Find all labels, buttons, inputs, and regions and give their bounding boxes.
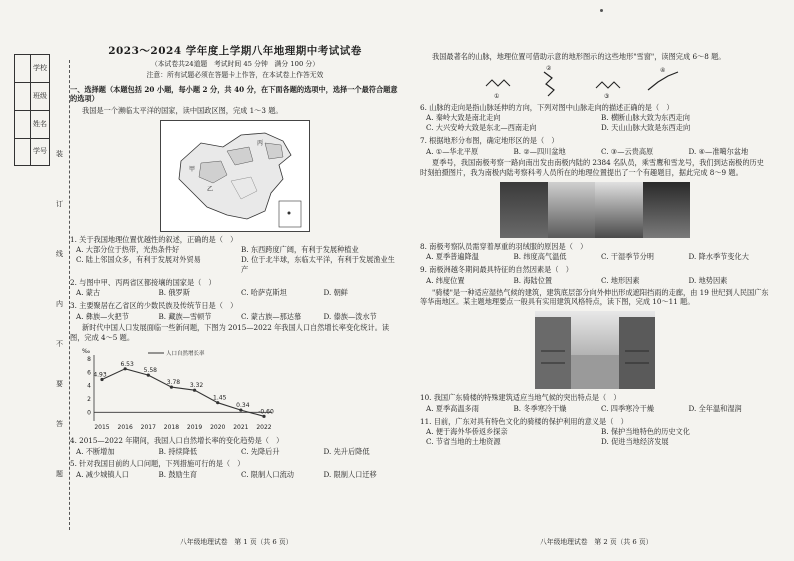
- question-intro: 我国是一个濒临太平洋的国家，读中国政区图，完成 1～3 题。: [82, 105, 283, 115]
- y-axis-unit: ‰: [82, 347, 91, 355]
- data-label: 0.34: [236, 401, 250, 409]
- question-6: 6. 山脉的走向是指山脉延伸的方向，下列对图中山脉走向的描述正确的是（ ）: [420, 102, 674, 112]
- option-b[interactable]: B. 海陆位置: [513, 275, 553, 285]
- photo-panel-4: [643, 182, 691, 238]
- x-tick-label: 2020: [210, 423, 226, 431]
- school-row: [14, 54, 50, 82]
- option-b[interactable]: B. 俄罗斯: [158, 288, 190, 298]
- question-7-options: [420, 147, 770, 157]
- question-8-options: [420, 252, 770, 262]
- fig-label-1: ①: [494, 92, 500, 100]
- class-row: [14, 82, 50, 110]
- question-4-options: [70, 447, 400, 457]
- question-11: 11. 目前，广东对具有特色文化的骑楼的保护利用的意义是（ ）: [420, 416, 628, 426]
- option-b[interactable]: B. 冬季寒冷干燥: [513, 403, 567, 413]
- question-11-options: [420, 427, 770, 446]
- option-d[interactable]: D. 朝鲜: [323, 288, 348, 298]
- map-label-jia: 甲: [189, 165, 196, 173]
- option-b[interactable]: B. 东西跨度广阔，有利于发展种植业: [241, 245, 359, 255]
- option-d[interactable]: D. 先升后降低: [323, 446, 370, 456]
- data-label: 3.78: [166, 378, 181, 386]
- option-d[interactable]: D. 全年温和湿润: [688, 403, 742, 413]
- right-page: [420, 50, 770, 447]
- left-page-footer: 八年级地理试卷 第 1 页（共 6 页）: [180, 538, 293, 546]
- chart-marks: [93, 361, 274, 418]
- option-a[interactable]: A. 蒙古: [76, 288, 101, 298]
- option-c[interactable]: C. 限制人口流动: [241, 470, 294, 480]
- option-a[interactable]: A. 夏季普遍降温: [426, 252, 479, 262]
- y-tick-label: 4: [87, 382, 91, 390]
- question-10-options: [420, 404, 770, 414]
- student-id-row: [14, 138, 50, 166]
- fig-label-3: ③: [604, 92, 610, 100]
- option-b[interactable]: B. 持续降低: [158, 446, 198, 456]
- option-c[interactable]: C. 节省当地的土地资源: [426, 436, 501, 446]
- x-tick-label: 2021: [233, 423, 249, 431]
- photo-panel-2: [548, 182, 596, 238]
- option-a[interactable]: A. ①—华北平原: [426, 146, 479, 156]
- option-b[interactable]: B. ②—四川盆地: [513, 146, 566, 156]
- data-label: -0.60: [258, 408, 274, 416]
- school-label: 学 校: [33, 63, 47, 72]
- question-10: 10. 我国广东骑楼的特殊建筑适应当地气候的突出特点是（ ）: [420, 393, 621, 403]
- expedition-photo: [500, 182, 690, 238]
- option-c[interactable]: C. 蒙古族—那达慕: [241, 311, 302, 321]
- y-tick-label: 8: [87, 355, 91, 363]
- china-political-map: [160, 120, 310, 232]
- option-c[interactable]: C. 干湿季节分明: [601, 252, 654, 262]
- data-label: 6.53: [120, 360, 134, 368]
- question-7: 7. 根据地形分布图，确定地形区的是（ ）: [420, 135, 559, 145]
- y-tick-label: 6: [87, 369, 91, 377]
- margin-char: 不: [56, 340, 63, 348]
- option-d[interactable]: D. 天山山脉大致是东西走向: [601, 123, 691, 133]
- margin-char: 答: [56, 420, 63, 428]
- option-d[interactable]: D. 促进当地经济发展: [601, 436, 669, 446]
- y-tick-label: 0: [87, 409, 91, 417]
- student-info-boxes: [14, 54, 50, 166]
- margin-char: 线: [56, 250, 63, 258]
- option-b[interactable]: B. 藏族—雪顿节: [158, 311, 212, 321]
- legend-text: 人口自然增长率: [166, 350, 205, 357]
- map-label-bing: 丙: [257, 139, 264, 147]
- data-label: 3.32: [189, 382, 204, 390]
- question-1-options: [70, 245, 400, 274]
- exam-title: 2023～2024 学年度上学期八年地理期中考试试卷: [108, 45, 362, 57]
- margin-char: 内: [56, 300, 63, 308]
- option-d[interactable]: D. 位于北半球，东临太平洋，有利于发展渔业生产: [241, 255, 395, 274]
- option-d[interactable]: D. 傣族—泼水节: [323, 311, 377, 321]
- photo-panel-1: [500, 182, 548, 238]
- qilou-street-photo: [535, 311, 655, 389]
- option-c[interactable]: C. 大兴安岭大致是东北—西南走向: [426, 123, 537, 133]
- section-heading: 一、选择题（本题包括 20 小题，每小题 2 分，共 40 分，在下面各题的选项中，选择一个最符合题意的选项）: [70, 84, 398, 104]
- mountain-sketches: [480, 64, 710, 100]
- option-a[interactable]: A. 减少城镇人口: [76, 470, 129, 480]
- data-label: 1.45: [213, 394, 227, 402]
- option-b[interactable]: B. 鼓励生育: [158, 470, 198, 480]
- data-label: 5.58: [143, 366, 157, 374]
- option-c[interactable]: C. 哈萨克斯坦: [241, 288, 287, 298]
- class-label: 班 级: [33, 91, 47, 100]
- y-tick-label: 2: [87, 395, 91, 403]
- exam-note: 注意：所有试题必须在答题卡上作答，在本试卷上作答无效: [146, 71, 324, 80]
- option-a[interactable]: A. 秦岭大致是南北走向: [426, 113, 501, 123]
- margin-char: 题: [56, 470, 63, 478]
- option-c[interactable]: C. 四季寒冷干燥: [601, 403, 654, 413]
- question-9: 9. 南极洲越冬期间最具特征的自然因素是（ ）: [420, 265, 573, 275]
- question-4: 4. 2015—2022 年期间，我国人口自然增长率的变化趋势是（ ）: [70, 435, 284, 445]
- question-intro-10: "骑楼"是一种适应湿热气候的建筑，建筑底层部分向外伸出形成遮阳挡雨的走廊，由 19 世纪到人民国广东等华南地区。某主题地理要点一般具有实用建筑风格特点，读下图，完成 10～11 题。: [420, 287, 769, 307]
- name-row: [14, 110, 50, 138]
- x-tick-label: 2017: [140, 423, 156, 431]
- exam-subtitle: （本试卷共24道题 考试时间 45 分钟 满分 100 分）: [150, 60, 320, 69]
- mountain-figure: [420, 64, 770, 100]
- option-b[interactable]: B. 横断山脉大致为东西走向: [601, 113, 690, 123]
- right-page-footer: 八年级地理试卷 第 2 页（共 6 页）: [540, 538, 653, 546]
- question-3-options: [70, 312, 400, 322]
- option-c[interactable]: C. 先降后升: [241, 446, 280, 456]
- question-1: 1. 关于我国地理位置优越性的叙述，正确的是（ ）: [70, 234, 238, 244]
- option-a[interactable]: A. 夏季高温多雨: [426, 403, 479, 413]
- option-b[interactable]: B. 纬度高气温低: [513, 252, 567, 262]
- margin-char: 要: [56, 380, 63, 388]
- name-label: 姓 名: [33, 119, 47, 128]
- question-8: 8. 南极考察队员需穿着厚重的羽绒服的原因是（ ）: [420, 241, 588, 251]
- question-5-options: [70, 470, 400, 480]
- option-a[interactable]: A. 纬度位置: [426, 275, 465, 285]
- fig-label-2: ②: [546, 64, 552, 72]
- question-6-options: [420, 113, 770, 132]
- population-growth-line-chart: [80, 345, 280, 433]
- option-c[interactable]: C. ③—云贵高原: [601, 146, 654, 156]
- question-5: 5. 针对我国目前的人口问题，下列措施可行的是（ ）: [70, 459, 245, 469]
- student-id-label: 学 号: [33, 147, 47, 156]
- question-2-options: [70, 288, 400, 298]
- question-3: 3. 主要聚居在乙省区的少数民族及传统节日是（ ）: [70, 300, 238, 310]
- population-growth-chart: [80, 345, 280, 433]
- x-tick-label: 2018: [163, 423, 180, 431]
- option-a[interactable]: A. 不断增加: [76, 446, 115, 456]
- x-tick-label: 2019: [186, 423, 203, 431]
- map-label-yi: 乙: [207, 185, 214, 193]
- option-d[interactable]: D. 降水季节变化大: [688, 252, 749, 262]
- question-intro-6: 我国最著名的山脉，地理位置可借助示意的地形图示的这些地形"雪窗"，读图完成 6～8 题。: [432, 52, 726, 61]
- option-d[interactable]: D. 地势因素: [688, 275, 728, 285]
- option-b[interactable]: B. 保护当地特色的历史文化: [601, 427, 690, 437]
- left-page: [70, 44, 400, 480]
- question-intro-2: 新时代中国人口发展面临一些新问题，下图为 2015—2022 年我国人口自然增长率变化统计。读图，完成 4～5 题。: [70, 323, 390, 343]
- qilou-sketch: [535, 311, 655, 389]
- photo-panel-3: [595, 182, 643, 238]
- option-c[interactable]: C. 地形因素: [601, 275, 640, 285]
- binding-dashed-line: [60, 60, 70, 530]
- question-intro-8: 夏季号，我国南极考察一路向南出发由南极内陆的 2384 名队员，乘雪鹰和雪龙号，我们到达南极的历史时刻拍摄图片，我为南极内陆考察科考人员所在的地理位置提出了一个有趣题目，据此完成 8～9 题。: [420, 158, 764, 178]
- option-a[interactable]: A. 彝族—火把节: [76, 311, 129, 321]
- x-tick-label: 2022: [256, 423, 272, 431]
- option-a[interactable]: A. 便于海外华侨返乡探亲: [426, 427, 508, 437]
- x-tick-label: 2016: [117, 423, 133, 431]
- option-d[interactable]: D. ④—准噶尔盆地: [688, 146, 749, 156]
- margin-char: 装: [56, 150, 63, 158]
- scan-dot: [600, 9, 603, 12]
- question-2: 2. 与图中甲、丙两省区都接壤的国家是（ ）: [70, 277, 216, 287]
- china-map-graphic: [161, 121, 309, 231]
- margin-char: 订: [56, 200, 63, 208]
- x-tick-label: 2015: [94, 423, 110, 431]
- data-label: 4.93: [93, 371, 107, 379]
- question-9-options: [420, 276, 770, 286]
- fig-label-4: ④: [660, 66, 666, 74]
- option-c[interactable]: C. 陆上邻国众多，有利于发展对外贸易: [76, 255, 201, 265]
- chart-axes: [87, 355, 272, 431]
- option-d[interactable]: D. 限制人口迁移: [323, 470, 377, 480]
- option-a[interactable]: A. 大部分位于热带，光热条件好: [76, 245, 180, 255]
